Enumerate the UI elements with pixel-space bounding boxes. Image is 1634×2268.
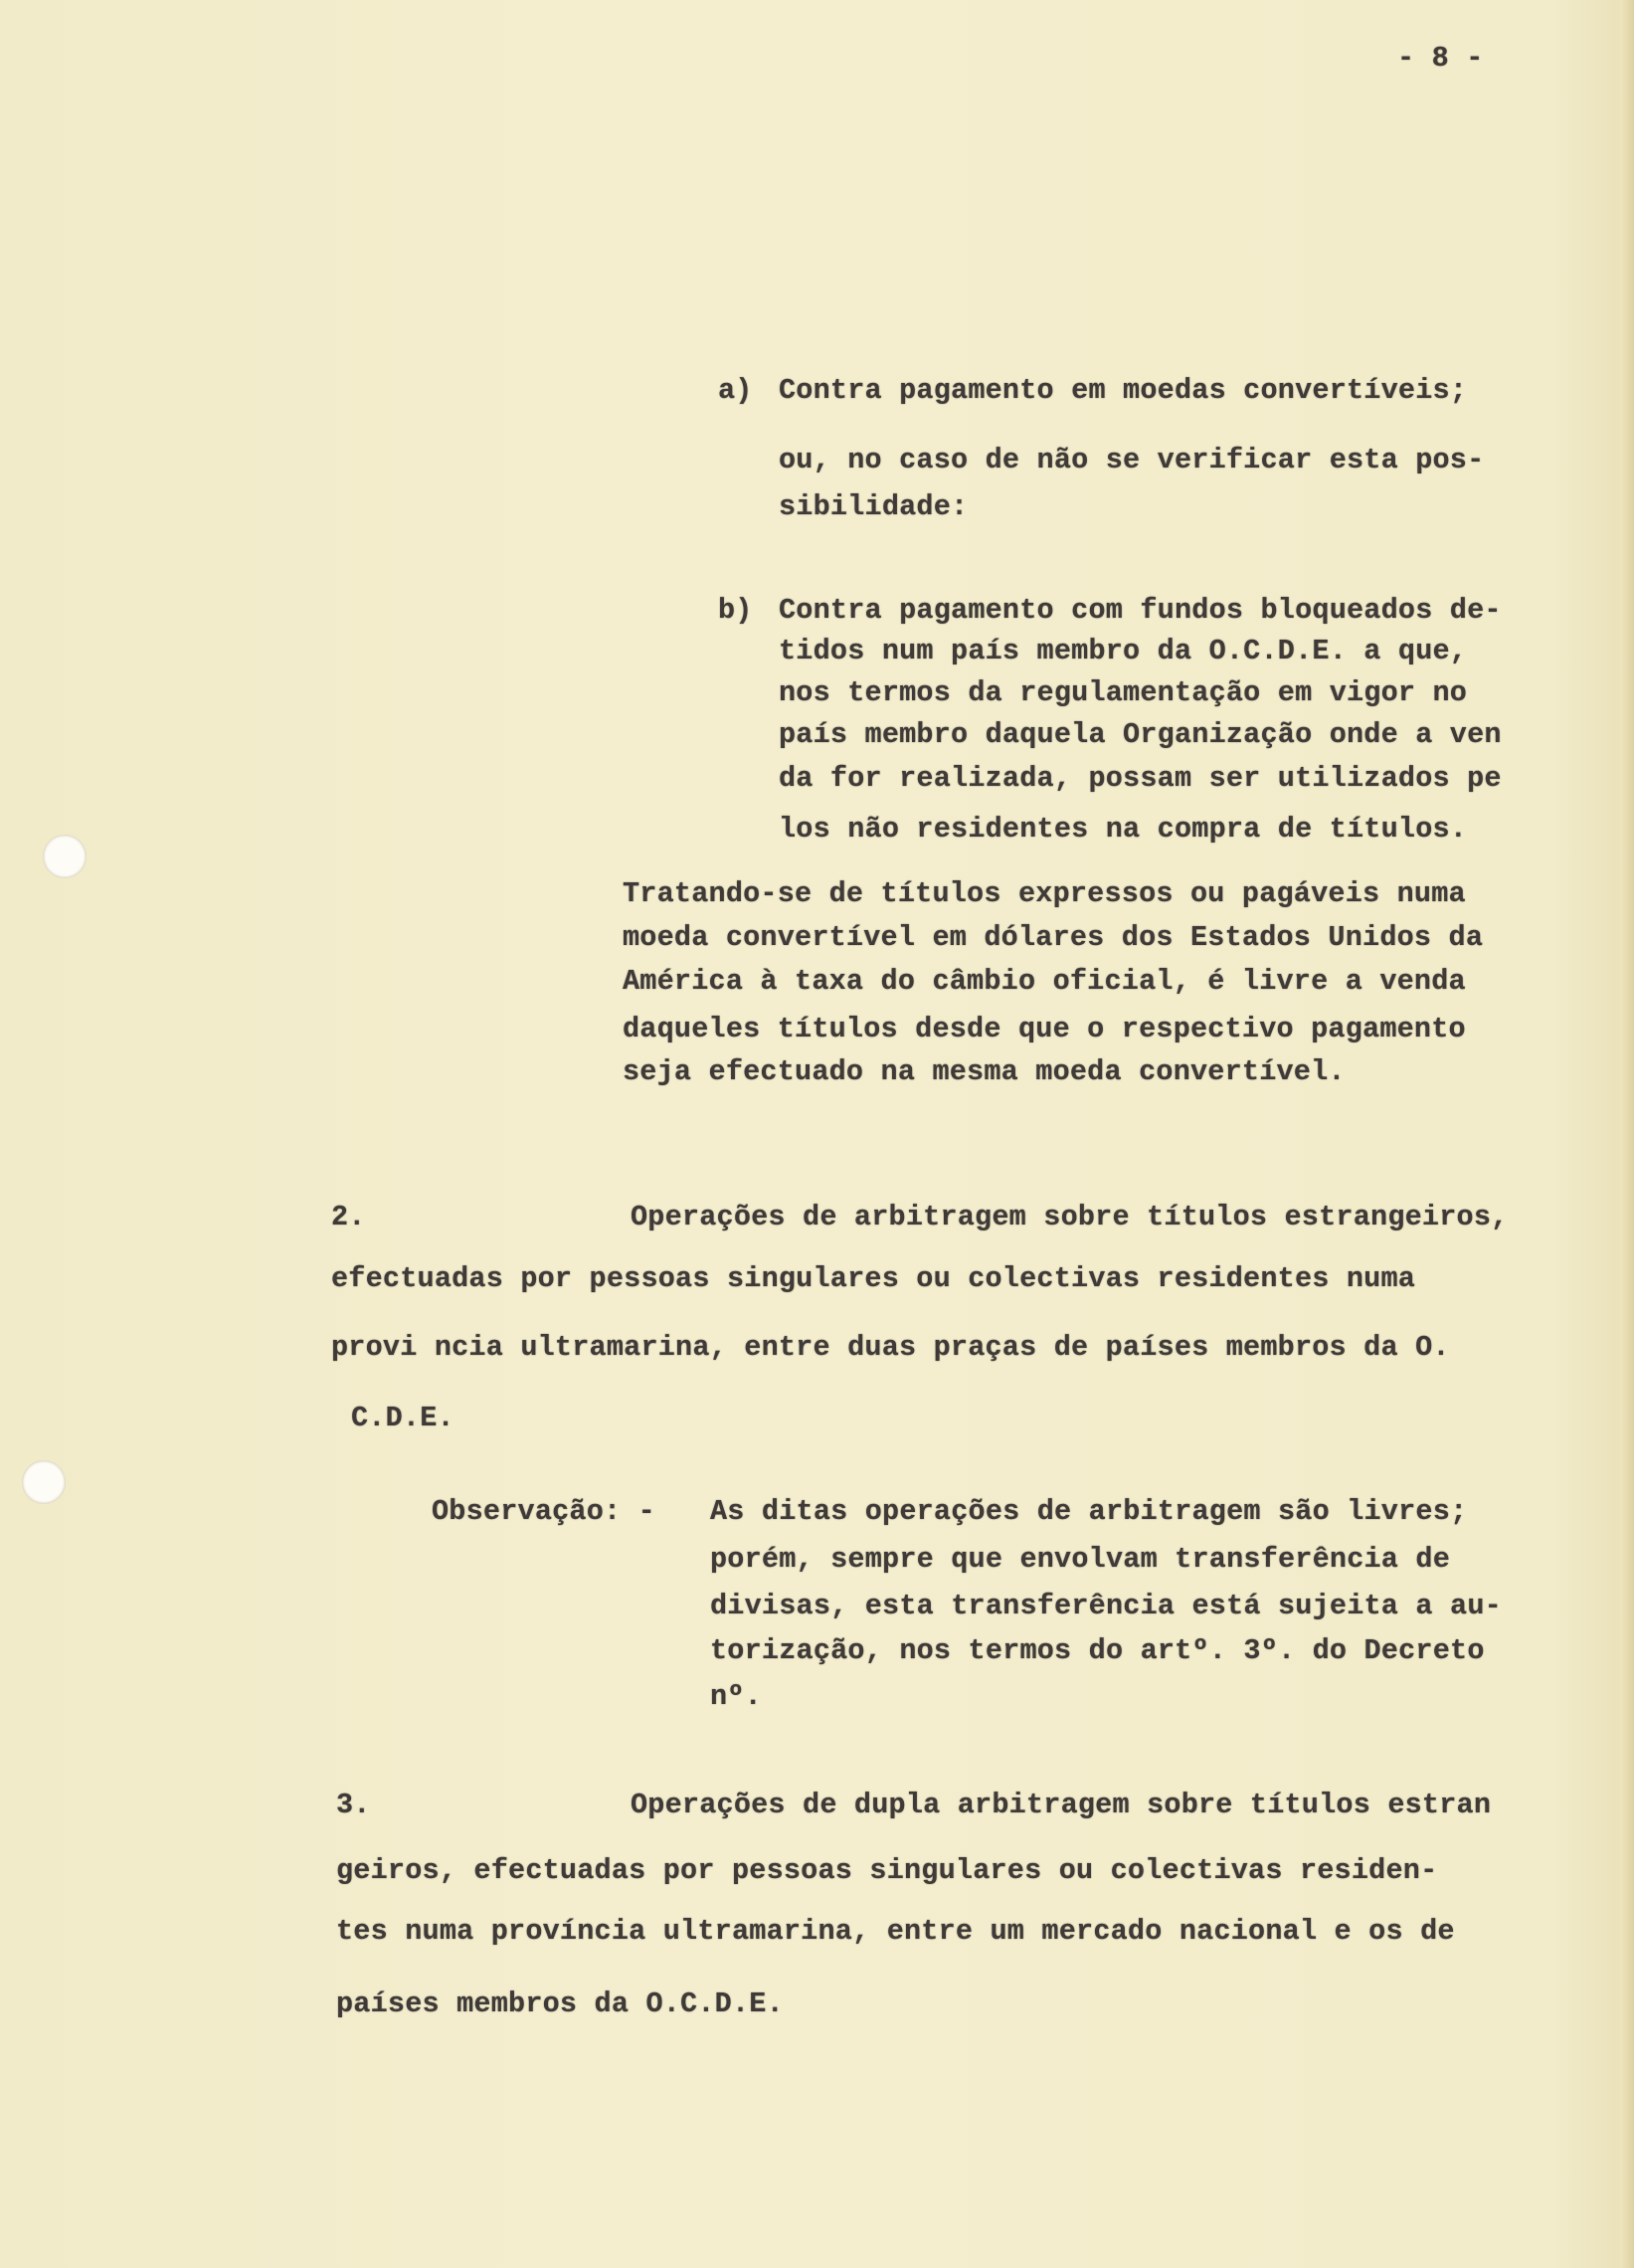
item-b-line: da for realizada, possam ser utilizados pe: [779, 762, 1502, 795]
item-b-line: nos termos da regulamentação em vigor no: [779, 676, 1468, 709]
alternative-line: sibilidade:: [779, 490, 969, 523]
section-3-number: 3.: [336, 1789, 371, 1821]
item-a-label: a): [718, 374, 753, 407]
paragraph-line: daqueles títulos desde que o respectivo pagamento: [623, 1013, 1466, 1045]
item-b-line: tidos num país membro da O.C.D.E. a que,: [779, 635, 1468, 667]
observation-line: torização, nos termos do artº. 3º. do Decreto: [710, 1634, 1485, 1667]
section-2-line: efectuadas por pessoas singulares ou colectivas residentes numa: [331, 1262, 1416, 1295]
item-b-line: los não residentes na compra de títulos.: [779, 813, 1468, 846]
section-2-number: 2.: [331, 1201, 366, 1233]
item-b-line: país membro daquela Organização onde a ven: [779, 718, 1502, 751]
section-3-line: países membros da O.C.D.E.: [336, 1987, 784, 2020]
observation-line: porém, sempre que envolvam transferência de: [710, 1543, 1451, 1576]
observation-line: As ditas operações de arbitragem são livres;: [710, 1495, 1468, 1528]
section-2-line: provi ncia ultramarina, entre duas praças de países membros da O.: [331, 1331, 1450, 1364]
observation-line: divisas, esta transferência está sujeita a au-: [710, 1590, 1502, 1622]
section-3-line: tes numa província ultramarina, entre um mercado nacional e os de: [336, 1915, 1455, 1948]
paper-edge: [1620, 0, 1634, 2268]
punch-hole: [43, 835, 87, 878]
punch-hole: [22, 1460, 66, 1504]
paragraph-line: moeda convertível em dólares dos Estados Unidos da: [623, 921, 1484, 954]
page-number: - 8 -: [1397, 42, 1484, 75]
paragraph-line: Tratando-se de títulos expressos ou pagáveis numa: [623, 877, 1466, 910]
paragraph-line: América à taxa do câmbio oficial, é livre a venda: [623, 965, 1466, 998]
section-2-line: C.D.E.: [351, 1402, 454, 1434]
alternative-line: ou, no caso de não se verificar esta pos-: [779, 444, 1485, 476]
section-3-line: Operações de dupla arbitragem sobre títulos estran: [631, 1789, 1492, 1821]
paragraph-line: seja efectuado na mesma moeda convertível.: [623, 1055, 1346, 1088]
section-2-line: Operações de arbitragem sobre títulos estrangeiros,: [631, 1201, 1509, 1233]
observation-line: nº.: [710, 1680, 762, 1713]
observation-label: Observação: -: [432, 1495, 655, 1528]
item-a-text: Contra pagamento em moedas convertíveis;: [779, 374, 1468, 407]
item-b-label: b): [718, 594, 753, 627]
item-b-line: Contra pagamento com fundos bloqueados de-: [779, 594, 1502, 627]
section-3-line: geiros, efectuadas por pessoas singulares ou colectivas residen-: [336, 1854, 1438, 1887]
